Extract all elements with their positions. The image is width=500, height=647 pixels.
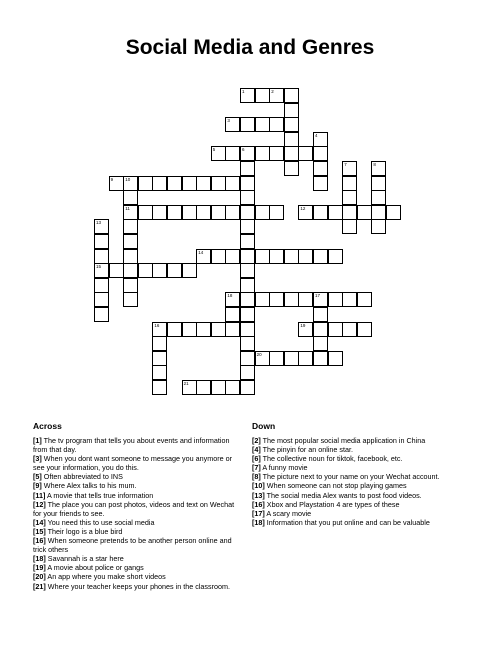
- cell-number: 11: [125, 205, 130, 211]
- clue-text: The most popular social media application in China: [260, 436, 426, 445]
- clue-number: [20]: [33, 572, 46, 582]
- grid-cell[interactable]: [123, 190, 138, 205]
- grid-cell[interactable]: [240, 234, 255, 249]
- grid-cell[interactable]: [342, 176, 357, 191]
- grid-cell[interactable]: [240, 205, 255, 220]
- grid-cell[interactable]: [313, 132, 328, 147]
- grid-cell[interactable]: [255, 88, 270, 103]
- grid-cell[interactable]: [123, 219, 138, 234]
- clue-text: Where Alex talks to his mum.: [41, 481, 137, 491]
- grid-cell[interactable]: [123, 278, 138, 293]
- clue-text: Xbox and Playstation 4 are types of these: [264, 499, 400, 509]
- grid-cell[interactable]: [313, 307, 328, 322]
- cell-number: 10: [125, 176, 131, 182]
- cell-number: 5: [212, 147, 216, 153]
- grid-cell[interactable]: [357, 292, 372, 307]
- across-clue: [33, 582, 238, 591]
- grid-cell[interactable]: [240, 190, 255, 205]
- grid-cell[interactable]: [138, 176, 153, 191]
- down-clue: [252, 481, 467, 490]
- grid-cell[interactable]: [152, 205, 167, 220]
- grid-cell[interactable]: [357, 322, 372, 337]
- grid-cell[interactable]: [357, 205, 372, 220]
- grid-cell[interactable]: [225, 205, 240, 220]
- grid-cell[interactable]: [152, 365, 167, 380]
- grid-cell[interactable]: [269, 292, 284, 307]
- grid-cell[interactable]: [152, 336, 167, 351]
- cell-number: 17: [315, 293, 321, 299]
- cell-number: 12: [300, 205, 306, 211]
- grid-cell[interactable]: [109, 263, 124, 278]
- grid-cell[interactable]: [196, 322, 211, 337]
- grid-cell[interactable]: [123, 249, 138, 264]
- clue-text: A funny movie: [260, 463, 308, 473]
- grid-cell[interactable]: [225, 176, 240, 191]
- across-heading: Across: [33, 421, 62, 431]
- grid-cell[interactable]: [167, 205, 182, 220]
- grid-cell[interactable]: [342, 205, 357, 220]
- grid-cell[interactable]: [371, 161, 386, 176]
- down-heading: Down: [252, 421, 276, 431]
- grid-cell[interactable]: [182, 176, 197, 191]
- down-clue: [252, 454, 467, 463]
- grid-cell[interactable]: [182, 205, 197, 220]
- grid-cell[interactable]: [211, 176, 226, 191]
- grid-cell[interactable]: [284, 249, 299, 264]
- down-clue: [252, 445, 467, 454]
- cell-number: 9: [110, 176, 114, 182]
- across-clue: [33, 436, 238, 454]
- grid-cell[interactable]: [152, 322, 167, 337]
- grid-cell[interactable]: [313, 351, 328, 366]
- grid-cell[interactable]: [240, 336, 255, 351]
- grid-cell[interactable]: [284, 117, 299, 132]
- grid-cell[interactable]: [240, 88, 255, 103]
- clue-text: When you dont want someone to message you anymore or see your information, you do this.: [33, 454, 232, 473]
- cell-number: 3: [227, 118, 230, 124]
- across-clue: [33, 491, 238, 500]
- clue-number: [4]: [252, 445, 261, 455]
- grid-cell[interactable]: [123, 205, 138, 220]
- cell-number: 6: [242, 147, 245, 153]
- grid-cell[interactable]: [371, 205, 386, 220]
- grid-cell[interactable]: [182, 322, 197, 337]
- cell-number: 21: [183, 381, 189, 386]
- clue-number: [18]: [33, 554, 46, 564]
- clue-text: When someone pretends to be another person online and trick others: [33, 536, 232, 555]
- grid-cell[interactable]: [371, 190, 386, 205]
- grid-cell[interactable]: [313, 322, 328, 337]
- grid-cell[interactable]: [342, 292, 357, 307]
- clue-number: [19]: [33, 563, 46, 573]
- grid-cell[interactable]: [167, 322, 182, 337]
- grid-cell[interactable]: [240, 307, 255, 322]
- down-clue: [252, 518, 467, 527]
- cell-number: 19: [300, 322, 306, 328]
- clue-number: [12]: [33, 499, 46, 509]
- cell-number: 1: [242, 89, 245, 94]
- across-clues: [33, 421, 238, 591]
- grid-cell[interactable]: [211, 146, 226, 161]
- across-clue: [33, 481, 238, 490]
- grid-cell[interactable]: [225, 307, 240, 322]
- grid-cell[interactable]: [196, 205, 211, 220]
- grid-cell[interactable]: [94, 278, 109, 293]
- clue-number: [21]: [33, 581, 46, 591]
- grid-cell[interactable]: [240, 161, 255, 176]
- grid-cell[interactable]: [225, 380, 240, 395]
- grid-cell[interactable]: [342, 219, 357, 234]
- clue-number: [13]: [252, 490, 265, 500]
- grid-cell[interactable]: [269, 351, 284, 366]
- clue-text: Savannah is a star here: [45, 554, 124, 564]
- grid-cell[interactable]: [269, 117, 284, 132]
- grid-cell[interactable]: [342, 190, 357, 205]
- grid-cell[interactable]: [298, 322, 313, 337]
- grid-cell[interactable]: [284, 351, 299, 366]
- grid-cell[interactable]: [211, 322, 226, 337]
- puzzle-title: Social Media and Genres: [125, 36, 375, 59]
- across-clue: [33, 454, 238, 472]
- cell-number: 18: [227, 293, 233, 299]
- grid-cell[interactable]: [269, 205, 284, 220]
- grid-cell[interactable]: [313, 161, 328, 176]
- clue-text: The tv program that tells you about events and information from that day.: [33, 436, 230, 455]
- grid-cell[interactable]: [196, 249, 211, 264]
- clue-text: You need this to use social media: [45, 517, 155, 527]
- grid-cell[interactable]: [240, 176, 255, 191]
- grid-cell[interactable]: [371, 219, 386, 234]
- grid-cell[interactable]: [123, 234, 138, 249]
- across-clue: [33, 536, 238, 554]
- cell-number: 14: [198, 249, 204, 255]
- clue-number: [7]: [252, 463, 261, 473]
- clue-number: [5]: [33, 472, 42, 482]
- grid-cell[interactable]: [240, 146, 255, 161]
- grid-cell[interactable]: [240, 365, 255, 380]
- grid-cell[interactable]: [152, 176, 167, 191]
- grid-cell[interactable]: [94, 219, 109, 234]
- grid-cell[interactable]: [123, 263, 138, 278]
- grid-cell[interactable]: [196, 176, 211, 191]
- clue-number: [17]: [252, 508, 265, 518]
- cell-number: 4: [315, 132, 318, 138]
- grid-cell[interactable]: [284, 292, 299, 307]
- down-clue: [252, 472, 467, 481]
- grid-cell[interactable]: [269, 88, 284, 103]
- grid-cell[interactable]: [240, 219, 255, 234]
- across-clue: [33, 563, 238, 572]
- grid-cell[interactable]: [94, 234, 109, 249]
- grid-cell[interactable]: [240, 263, 255, 278]
- grid-cell[interactable]: [328, 205, 343, 220]
- cell-number: 2: [271, 89, 274, 94]
- grid-cell[interactable]: [167, 263, 182, 278]
- grid-cell[interactable]: [152, 380, 167, 395]
- grid-cell[interactable]: [255, 351, 270, 366]
- grid-cell[interactable]: [255, 292, 270, 307]
- grid-cell[interactable]: [284, 88, 299, 103]
- grid-cell[interactable]: [284, 161, 299, 176]
- clue-text: The collective noun for tiktok, facebook, etc.: [260, 454, 403, 464]
- grid-cell[interactable]: [94, 307, 109, 322]
- down-clue: [252, 509, 467, 518]
- clue-text: The picture next to your name on your Wechat account.: [260, 472, 440, 482]
- clue-number: [16]: [252, 499, 265, 509]
- grid-cell[interactable]: [109, 176, 124, 191]
- grid-cell[interactable]: [152, 263, 167, 278]
- grid-cell[interactable]: [328, 249, 343, 264]
- grid-cell[interactable]: [269, 249, 284, 264]
- cell-number: 7: [344, 162, 347, 167]
- grid-cell[interactable]: [298, 249, 313, 264]
- grid-cell[interactable]: [225, 117, 240, 132]
- grid-cell[interactable]: [313, 292, 328, 307]
- across-clue: [33, 518, 238, 527]
- grid-cell[interactable]: [298, 351, 313, 366]
- across-clue: [33, 554, 238, 563]
- grid-cell[interactable]: [255, 249, 270, 264]
- clue-number: [18]: [252, 517, 265, 527]
- grid-cell[interactable]: [240, 278, 255, 293]
- grid-cell[interactable]: [182, 380, 197, 395]
- grid-cell[interactable]: [313, 249, 328, 264]
- clue-text: Where your teacher keeps your phones in the classroom.: [45, 581, 230, 591]
- cell-number: 13: [96, 220, 102, 226]
- grid-cell[interactable]: [255, 205, 270, 220]
- down-clue: [252, 500, 467, 509]
- clue-text: A movie that tells true information: [45, 490, 154, 500]
- across-clue: [33, 572, 238, 581]
- grid-cell[interactable]: [211, 380, 226, 395]
- clue-text: The pinyin for an online star.: [260, 445, 353, 455]
- clue-number: [8]: [252, 472, 261, 482]
- grid-cell[interactable]: [313, 146, 328, 161]
- grid-cell[interactable]: [225, 249, 240, 264]
- grid-cell[interactable]: [225, 322, 240, 337]
- cell-number: 8: [373, 162, 376, 167]
- grid-cell[interactable]: [342, 322, 357, 337]
- grid-cell[interactable]: [94, 249, 109, 264]
- grid-cell[interactable]: [167, 176, 182, 191]
- clue-text: Often abbreviated to INS: [41, 472, 123, 482]
- grid-cell[interactable]: [298, 146, 313, 161]
- across-clue: [33, 500, 238, 518]
- grid-cell[interactable]: [240, 292, 255, 307]
- grid-cell[interactable]: [328, 351, 343, 366]
- clue-number: [1]: [33, 436, 42, 445]
- grid-cell[interactable]: [211, 249, 226, 264]
- clue-text: The social media Alex wants to post food videos.: [264, 490, 422, 500]
- grid-cell[interactable]: [371, 176, 386, 191]
- clue-text: Their logo is a blue bird: [45, 526, 123, 536]
- grid-cell[interactable]: [269, 146, 284, 161]
- clue-text: A scary movie: [264, 508, 312, 518]
- grid-cell[interactable]: [386, 205, 401, 220]
- grid-cell[interactable]: [255, 146, 270, 161]
- clue-number: [2]: [252, 436, 261, 445]
- across-clue: [33, 472, 238, 481]
- grid-cell[interactable]: [94, 292, 109, 307]
- down-clue: [252, 436, 467, 445]
- grid-cell[interactable]: [328, 292, 343, 307]
- clue-number: [9]: [33, 481, 42, 491]
- grid-cell[interactable]: [284, 146, 299, 161]
- grid-cell[interactable]: [255, 117, 270, 132]
- grid-cell[interactable]: [240, 322, 255, 337]
- clue-number: [11]: [33, 490, 46, 500]
- grid-cell[interactable]: [225, 292, 240, 307]
- grid-cell[interactable]: [313, 336, 328, 351]
- grid-cell[interactable]: [123, 176, 138, 191]
- grid-cell[interactable]: [328, 322, 343, 337]
- grid-cell[interactable]: [298, 292, 313, 307]
- across-clue: [33, 527, 238, 536]
- cell-number: 15: [96, 264, 102, 270]
- grid-cell[interactable]: [211, 205, 226, 220]
- down-clue: [252, 491, 467, 500]
- grid-cell[interactable]: [152, 351, 167, 366]
- clue-text: When someone can not stop playing games: [264, 481, 407, 491]
- grid-cell[interactable]: [298, 205, 313, 220]
- grid-cell[interactable]: [284, 132, 299, 147]
- grid-cell[interactable]: [240, 380, 255, 395]
- grid-cell[interactable]: [313, 205, 328, 220]
- grid-cell[interactable]: [342, 161, 357, 176]
- down-clues: [252, 421, 467, 527]
- grid-cell[interactable]: [240, 249, 255, 264]
- clue-text: The place you can post photos, videos and text on Wechat for your friends to see.: [33, 499, 235, 518]
- grid-cell[interactable]: [240, 117, 255, 132]
- grid-cell[interactable]: [138, 263, 153, 278]
- grid-cell[interactable]: [138, 205, 153, 220]
- grid-cell[interactable]: [196, 380, 211, 395]
- cell-number: 16: [154, 322, 160, 328]
- clue-number: [6]: [252, 454, 261, 464]
- clue-text: An app where you make short videos: [45, 572, 166, 582]
- cell-number: 20: [256, 351, 262, 357]
- grid-cell[interactable]: [225, 146, 240, 161]
- grid-cell[interactable]: [313, 176, 328, 191]
- grid-cell[interactable]: [240, 351, 255, 366]
- clue-text: Information that you put online and can be valuable: [264, 517, 430, 527]
- grid-cell[interactable]: [123, 292, 138, 307]
- down-clue: [252, 463, 467, 472]
- clue-number: [3]: [33, 454, 42, 464]
- clue-text: A movie about police or gangs: [45, 563, 144, 573]
- grid-cell[interactable]: [94, 263, 109, 278]
- clue-number: [16]: [33, 536, 46, 546]
- clue-number: [15]: [33, 526, 46, 536]
- clue-number: [14]: [33, 517, 46, 527]
- grid-cell[interactable]: [182, 263, 197, 278]
- grid-cell[interactable]: [284, 103, 299, 118]
- clue-number: [10]: [252, 481, 265, 491]
